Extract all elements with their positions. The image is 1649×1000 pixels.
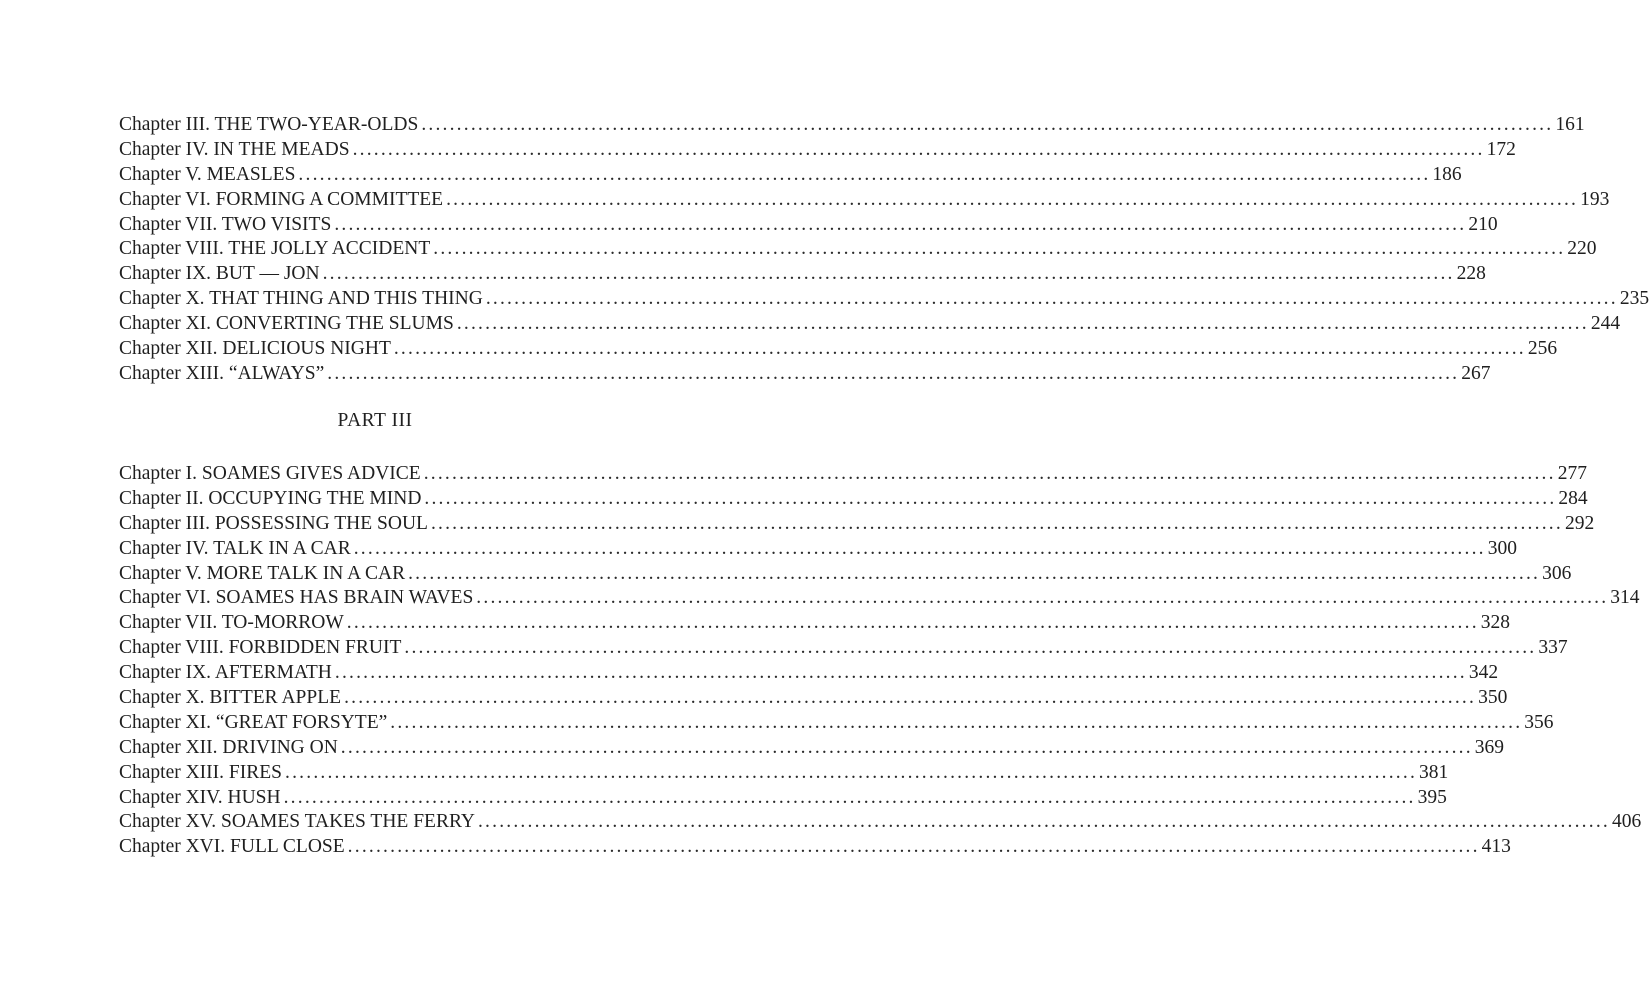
dot-leader: ................................................................................................................................................................ <box>353 537 1486 559</box>
toc-entry-page-number: 356 <box>1524 711 1554 733</box>
toc-entry <box>119 761 1449 786</box>
toc-entry <box>119 786 1447 811</box>
toc-entry-title: Chapter I. SOAMES GIVES ADVICE <box>119 463 421 484</box>
toc-entry-title: Chapter X. BITTER APPLE <box>119 687 342 709</box>
toc-entry-title: Chapter VII. TO-MORROW <box>119 612 344 634</box>
toc-entry <box>119 586 1640 611</box>
toc-entry <box>119 611 1511 636</box>
toc-entry-page-number: 314 <box>1610 587 1640 609</box>
toc-entry-title: Chapter V. MORE TALK IN A CAR <box>119 562 406 584</box>
dot-leader: ................................................................................................................................................................ <box>424 487 1557 509</box>
dot-leader: ................................................................................................................................................................ <box>393 338 1526 360</box>
dot-leader: ................................................................................................................................................................ <box>322 263 1455 285</box>
toc-entry-title: Chapter V. MEASLES <box>119 163 296 185</box>
toc-entry-title: Chapter IV. IN THE MEADS <box>119 138 350 160</box>
toc-entry <box>119 736 1505 761</box>
toc-entry-page-number: 395 <box>1417 786 1447 808</box>
dot-leader: ................................................................................................................................................................ <box>334 213 1467 235</box>
toc-entry-title: Chapter III. THE TWO-YEAR-OLDS <box>119 114 419 135</box>
toc-entry <box>119 462 1587 487</box>
dot-leader: ................................................................................................................................................................ <box>347 836 1480 858</box>
toc-entry-title: Chapter XIII. “ALWAYS” <box>119 362 325 384</box>
toc-entry-title: Chapter II. OCCUPYING THE MIND <box>119 487 422 509</box>
toc-entry <box>119 188 1610 213</box>
toc-entry <box>119 562 1572 587</box>
toc-entry-title: Chapter IV. TALK IN A CAR <box>119 537 351 559</box>
toc-entry <box>119 312 1621 337</box>
toc-entry-page-number: 413 <box>1481 836 1511 858</box>
dot-leader: ................................................................................................................................................................ <box>404 637 1537 659</box>
dot-leader: ................................................................................................................................................................ <box>446 188 1579 210</box>
toc-entry <box>119 686 1508 711</box>
dot-leader: ................................................................................................................................................................ <box>352 138 1485 160</box>
toc-section-part-three <box>119 462 1642 860</box>
toc-entry-page-number: 306 <box>1542 562 1572 584</box>
dot-leader: ................................................................................................................................................................ <box>408 562 1541 584</box>
dot-leader: ................................................................................................................................................................ <box>456 313 1589 335</box>
dot-leader: ................................................................................................................................................................ <box>485 288 1618 310</box>
toc-entry <box>119 287 1649 312</box>
toc-entry-page-number: 172 <box>1486 138 1516 160</box>
dot-leader: ................................................................................................................................................................ <box>421 114 1554 135</box>
toc-entry-page-number: 210 <box>1468 213 1498 235</box>
toc-entry-title: Chapter XI. CONVERTING THE SLUMS <box>119 313 454 335</box>
toc-entry-title: Chapter VI. SOAMES HAS BRAIN WAVES <box>119 587 474 609</box>
toc-entry-title: Chapter IX. BUT — JON <box>119 263 320 285</box>
dot-leader: ................................................................................................................................................................ <box>334 662 1467 684</box>
toc-entry <box>119 636 1568 661</box>
dot-leader: ................................................................................................................................................................ <box>327 362 1460 384</box>
toc-entry <box>119 113 1585 138</box>
toc-entry <box>119 163 1462 188</box>
toc-entry-title: Chapter VIII. THE JOLLY ACCIDENT <box>119 238 431 260</box>
toc-entry-page-number: 186 <box>1432 163 1462 185</box>
dot-leader: ................................................................................................................................................................ <box>344 687 1477 709</box>
toc-entry <box>119 661 1499 686</box>
toc-entry-title: Chapter XII. DRIVING ON <box>119 736 338 758</box>
dot-leader: ................................................................................................................................................................ <box>423 463 1556 484</box>
toc-entry <box>119 262 1486 287</box>
part-heading: PART III <box>337 410 413 431</box>
dot-leader: ................................................................................................................................................................ <box>283 786 1416 808</box>
toc-entry-title: Chapter XII. DELICIOUS NIGHT <box>119 338 391 360</box>
toc-entry <box>119 138 1516 163</box>
toc-entry-page-number: 284 <box>1558 487 1588 509</box>
toc-entry-page-number: 235 <box>1619 288 1649 310</box>
toc-entry <box>119 537 1517 562</box>
toc-entry-page-number: 220 <box>1567 238 1597 260</box>
toc-entry-page-number: 342 <box>1468 662 1499 684</box>
toc-entry <box>119 362 1491 387</box>
toc-entry-title: Chapter IX. AFTERMATH <box>119 662 332 684</box>
toc-entry <box>119 835 1511 860</box>
toc-entry-page-number: 244 <box>1590 313 1621 335</box>
toc-entry-title: Chapter III. POSSESSING THE SOUL <box>119 512 428 534</box>
toc-entry-title: Chapter XI. “GREAT FORSYTE” <box>119 711 388 733</box>
dot-leader: ................................................................................................................................................................ <box>298 163 1431 185</box>
toc-entry-page-number: 193 <box>1580 188 1610 210</box>
toc-entry <box>119 711 1554 736</box>
dot-leader: ................................................................................................................................................................ <box>476 587 1609 609</box>
toc-entry-page-number: 381 <box>1419 761 1449 783</box>
toc-entry-title: Chapter X. THAT THING AND THIS THING <box>119 288 483 310</box>
toc-entry <box>119 237 1597 262</box>
toc-entry-page-number: 337 <box>1538 637 1568 659</box>
toc-entry-page-number: 300 <box>1487 537 1517 559</box>
toc-entry <box>119 337 1558 362</box>
toc-entry-page-number: 350 <box>1478 687 1508 709</box>
toc-entry-title: Chapter XV. SOAMES TAKES THE FERRY <box>119 811 475 833</box>
dot-leader: ................................................................................................................................................................ <box>346 612 1479 634</box>
toc-entry <box>119 512 1595 537</box>
dot-leader: ................................................................................................................................................................ <box>390 711 1523 733</box>
toc-entry-page-number: 277 <box>1557 463 1587 484</box>
toc-entry-title: Chapter VI. FORMING A COMMITTEE <box>119 188 444 210</box>
toc-entry-title: Chapter VII. TWO VISITS <box>119 213 332 235</box>
toc-entry-title: Chapter VIII. FORBIDDEN FRUIT <box>119 637 402 659</box>
dot-leader: ................................................................................................................................................................ <box>430 512 1563 534</box>
toc-entry-page-number: 369 <box>1474 736 1505 758</box>
toc-entry <box>119 213 1498 238</box>
toc-entry-title: Chapter XVI. FULL CLOSE <box>119 836 345 858</box>
dot-leader: ................................................................................................................................................................ <box>477 811 1610 833</box>
toc-entry-page-number: 406 <box>1611 811 1642 833</box>
dot-leader: ................................................................................................................................................................ <box>285 761 1418 783</box>
toc-entry <box>119 810 1642 835</box>
toc-entry-title: Chapter XIII. FIRES <box>119 761 283 783</box>
toc-entry-title: Chapter XIV. HUSH <box>119 786 281 808</box>
toc-entry-page-number: 267 <box>1461 362 1491 384</box>
toc-entry-page-number: 256 <box>1527 338 1558 360</box>
dot-leader: ................................................................................................................................................................ <box>433 238 1566 260</box>
toc-entry <box>119 487 1588 512</box>
dot-leader: ................................................................................................................................................................ <box>340 736 1473 758</box>
toc-entry-page-number: 328 <box>1480 612 1511 634</box>
toc-entry-page-number: 292 <box>1564 512 1595 534</box>
toc-entry-page-number: 228 <box>1456 263 1486 285</box>
toc-section-part-two-continued <box>119 113 1649 387</box>
toc-entry-page-number: 161 <box>1555 114 1585 135</box>
